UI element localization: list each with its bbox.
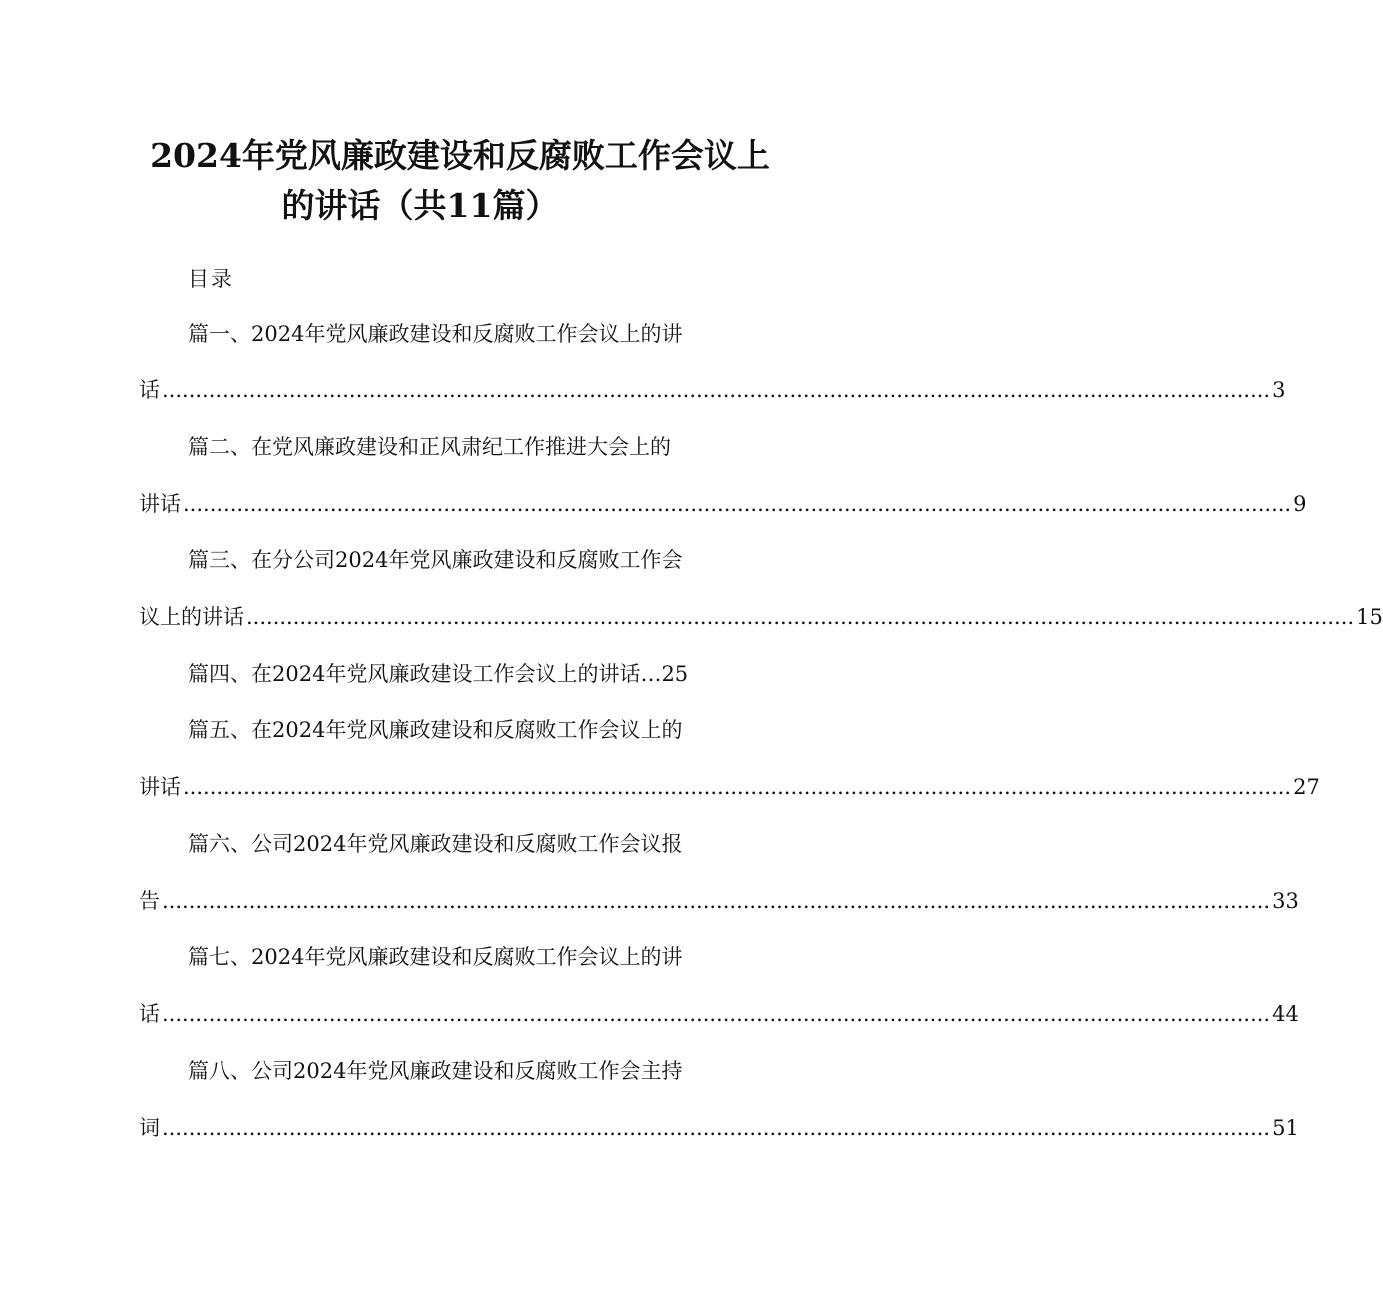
toc-entry-7-title[interactable]: 篇七、2024年党风廉政建设和反腐败工作会议上的讲	[188, 945, 683, 969]
toc-page-number: 15	[1356, 605, 1383, 629]
toc-leader-dots: ......................................................................................................................................................................	[162, 378, 1271, 402]
toc-leader-dots: ......................................................................................................................................................................	[162, 1002, 1271, 1026]
toc-entry-7-continuation[interactable]	[139, 1000, 1299, 1028]
toc-leader-dots: ......................................................................................................................................................................	[246, 605, 1355, 629]
toc-leader-dots: ......................................................................................................................................................................	[162, 1116, 1271, 1140]
toc-entry-1-title[interactable]: 篇一、2024年党风廉政建设和反腐败工作会议上的讲	[188, 322, 683, 346]
toc-entry-8-title[interactable]: 篇八、公司2024年党风廉政建设和反腐败工作会主持	[188, 1059, 683, 1083]
toc-entry-6-continuation[interactable]	[139, 887, 1299, 915]
toc-entry-label: 讲话	[139, 492, 181, 516]
toc-entry-4[interactable]: 篇四、在2024年党风廉政建设工作会议上的讲话…25	[188, 662, 689, 686]
toc-entry-2-title[interactable]: 篇二、在党风廉政建设和正风肃纪工作推进大会上的	[188, 435, 671, 459]
document-title-line1: 2024年党风廉政建设和反腐败工作会议上	[150, 136, 770, 175]
toc-entry-label: 告	[139, 889, 160, 913]
toc-entry-label: 话	[139, 1002, 160, 1026]
toc-entry-3-continuation[interactable]	[139, 603, 1383, 631]
toc-entry-5-title[interactable]: 篇五、在2024年党风廉政建设和反腐败工作会议上的	[188, 718, 683, 742]
toc-entry-label: 词	[139, 1116, 160, 1140]
toc-entry-label: 议上的讲话	[139, 605, 244, 629]
toc-page-number: 3	[1272, 378, 1286, 402]
toc-entry-1-continuation[interactable]	[139, 376, 1286, 404]
toc-page-number: 9	[1293, 492, 1307, 516]
toc-leader-dots: ......................................................................................................................................................................	[183, 492, 1292, 516]
toc-entry-3-title[interactable]: 篇三、在分公司2024年党风廉政建设和反腐败工作会	[188, 548, 683, 572]
toc-entry-6-title[interactable]: 篇六、公司2024年党风廉政建设和反腐败工作会议报	[188, 832, 683, 856]
toc-entry-2-continuation[interactable]	[139, 490, 1307, 518]
toc-page-number: 27	[1293, 775, 1320, 799]
toc-heading: 目录	[188, 267, 234, 291]
toc-leader-dots: ......................................................................................................................................................................	[183, 775, 1292, 799]
toc-page-number: 33	[1272, 889, 1299, 913]
toc-entry-label: 讲话	[139, 775, 181, 799]
toc-entry-5-continuation[interactable]	[139, 773, 1320, 801]
toc-entry-8-continuation[interactable]	[139, 1114, 1299, 1142]
toc-entry-label: 话	[139, 378, 160, 402]
toc-leader-dots: ......................................................................................................................................................................	[162, 889, 1271, 913]
toc-page-number: 51	[1272, 1116, 1299, 1140]
toc-page-number: 44	[1272, 1002, 1299, 1026]
document-title-line2: 的讲话（共11篇）	[281, 186, 559, 225]
